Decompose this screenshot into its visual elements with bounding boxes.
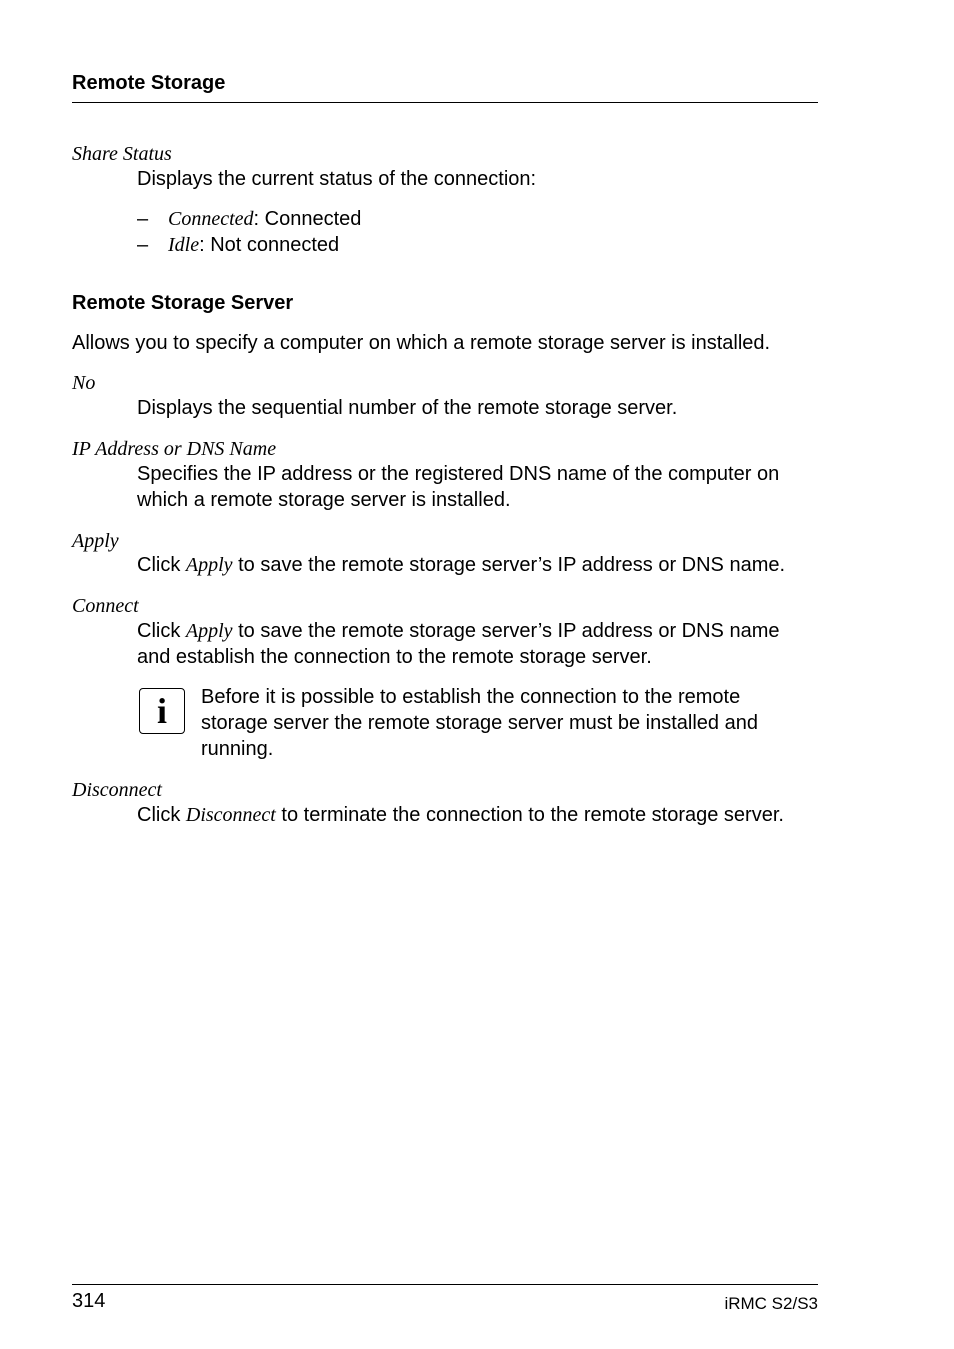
text-segment: to save the remote storage server’s IP address or DNS name xyxy=(232,620,780,642)
text-segment: Click xyxy=(137,554,186,576)
apply-description xyxy=(137,554,785,577)
ui-reference-disconnect: Disconnect xyxy=(185,804,276,826)
status-term: Idle xyxy=(168,234,200,256)
footer-rule xyxy=(72,1284,818,1285)
info-note-line1: Before it is possible to establish the connection to the remote xyxy=(201,686,741,708)
ip-description-line1: Specifies the IP address or the registered DNS name of the computer on xyxy=(137,463,780,485)
connect-description-line2: and establish the connection to the remote storage server. xyxy=(137,646,652,668)
ui-reference-apply: Apply xyxy=(185,554,233,576)
text-segment: Click xyxy=(137,804,186,826)
term-share-status: Share Status xyxy=(72,143,172,165)
footer-product-name: iRMC S2/S3 xyxy=(724,1294,818,1313)
list-dash: – xyxy=(137,234,149,256)
term-apply: Apply xyxy=(72,530,119,552)
info-note-line2: storage server the remote storage server must be installed and xyxy=(201,712,758,734)
status-value: : Not connected xyxy=(199,234,340,256)
info-note-line3: running. xyxy=(201,738,274,760)
term-ip-address: IP Address or DNS Name xyxy=(72,438,277,460)
ui-reference-apply: Apply xyxy=(185,620,233,642)
share-status-description: Displays the current status of the connection: xyxy=(137,168,537,190)
text-segment: to save the remote storage server’s IP address or DNS name. xyxy=(232,554,786,576)
status-term: Connected xyxy=(168,208,254,230)
disconnect-description xyxy=(137,804,784,827)
connect-description-line1 xyxy=(137,620,779,643)
status-value: : Connected xyxy=(253,208,362,230)
term-no: No xyxy=(72,372,96,394)
no-description: Displays the sequential number of the remote storage server. xyxy=(137,397,678,419)
section-intro: Allows you to specify a computer on which a remote storage server is installed. xyxy=(72,332,771,354)
info-icon xyxy=(139,688,185,734)
header-rule xyxy=(72,102,818,103)
list-item-idle xyxy=(168,234,339,257)
section-heading-remote-storage-server: Remote Storage Server xyxy=(72,292,294,314)
list-item-connected xyxy=(168,208,361,231)
list-dash: – xyxy=(137,208,149,230)
term-disconnect: Disconnect xyxy=(72,779,162,801)
text-segment: Click xyxy=(137,620,186,642)
term-connect: Connect xyxy=(72,595,139,617)
info-icon-glyph: i xyxy=(156,691,167,731)
page-number: 314 xyxy=(72,1290,106,1312)
ip-description-line2: which a remote storage server is installed. xyxy=(137,489,511,511)
running-header-title: Remote Storage xyxy=(72,72,226,94)
text-segment: to terminate the connection to the remote storage server. xyxy=(275,804,784,826)
